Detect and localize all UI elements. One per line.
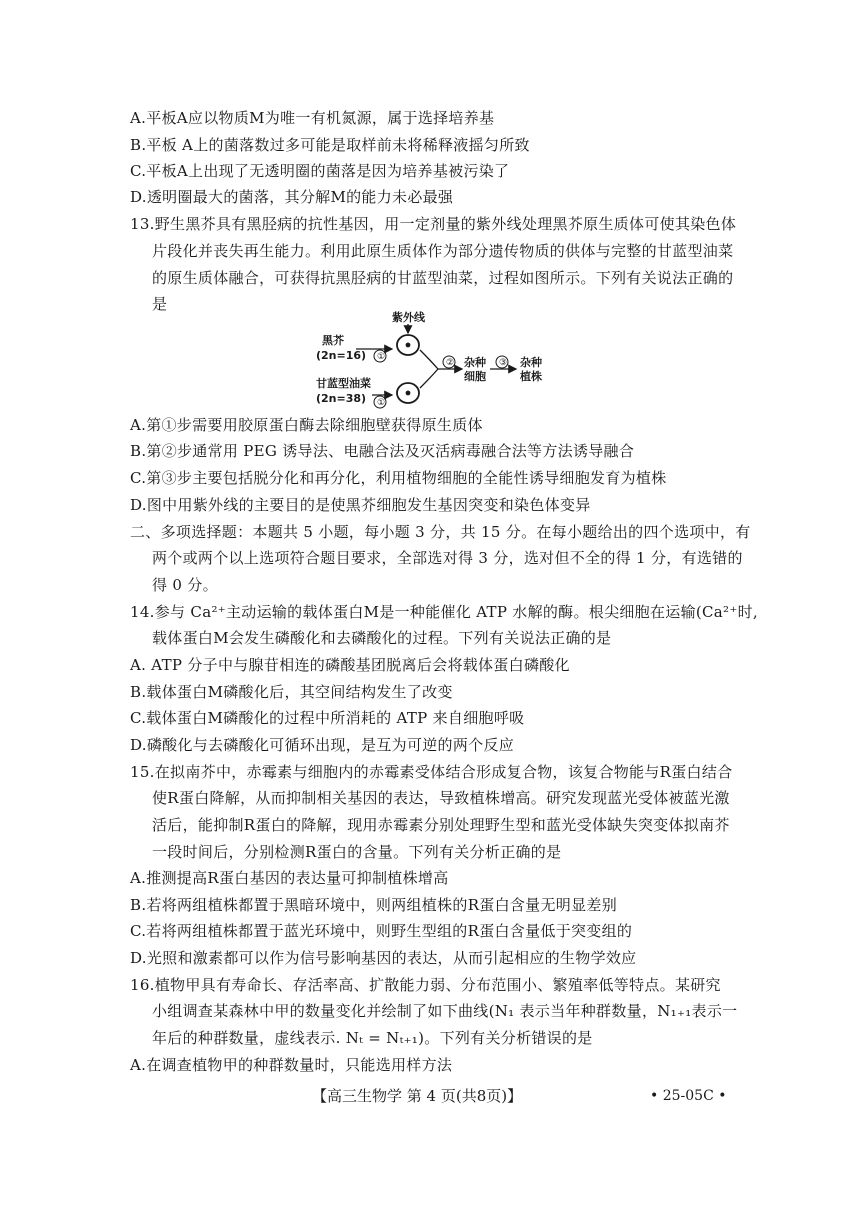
q13-option-a: A.第①步需要用胶原蛋白酶去除细胞壁获得原生质体	[130, 416, 483, 434]
q14-option-d: D.磷酸化与去磷酸化可循环出现，是互为可逆的两个反应	[130, 736, 515, 754]
q14-option-a: A. ATP 分子中与腺苷相连的磷酸基团脱离后会将载体蛋白磷酸化	[130, 656, 570, 674]
q15-option-c: C.若将两组植株都置于蓝光环境中，则野生型组的R蛋白含量低于突变组的	[130, 922, 633, 940]
q14-stem-line-1: 14.参与 Ca²⁺主动运输的载体蛋白M是一种能催化 ATP 水解的酶。根尖细胞在运输(Ca²⁺时,	[130, 603, 758, 621]
step2-label: ②	[446, 358, 455, 368]
q14-option-b: B.载体蛋白M磷酸化后，其空间结构发生了改变	[130, 683, 453, 701]
q13-option-c: C.第③步主要包括脱分化和再分化，利用植物细胞的全能性诱导细胞发育为植株	[130, 469, 667, 487]
hybrid-cell-label-2: 细胞	[464, 370, 486, 383]
q15-stem-line-3: 活后，能抑制R蛋白的降解，现用赤霉素分别处理野生型和蓝光受体缺失突变体拟南芥	[152, 816, 730, 834]
black-mustard-ploidy: (2n=16)	[316, 349, 367, 362]
section2-line-3: 得 0 分。	[152, 576, 218, 594]
q13-stem-line-1: 13.野生黑芥具有黑胫病的抗性基因，用一定剂量的紫外线处理黑芥原生质体可使其染色体	[130, 215, 737, 233]
q12-option-d: D.透明圈最大的菌落，其分解M的能力未必最强	[130, 188, 454, 206]
q12-option-b: B.平板 A上的菌落数过多可能是取样前未将稀释液摇匀所致	[130, 136, 530, 154]
hybrid-plant-label-2: 植株	[520, 370, 542, 383]
q16-option-a: A.在调查植物甲的种群数量时，只能选用样方法	[130, 1056, 453, 1074]
rapeseed-label: 甘蓝型油菜	[316, 377, 371, 390]
q16-stem-line-1: 16.植物甲具有寿命长、存活率高、扩散能力弱、分布范围小、繁殖率低等特点。某研究	[130, 976, 721, 994]
hybrid-cell-label-1: 杂种	[464, 356, 486, 369]
q15-stem-line-4: 一段时间后，分别检测R蛋白的含量。下列有关分析正确的是	[152, 843, 562, 861]
protoplast-fusion-diagram	[312, 308, 548, 412]
q13-stem-line-3: 的原生质体融合，可获得抗黑胫病的甘蓝型油菜，过程如图所示。下列有关说法正确的	[152, 269, 734, 287]
black-mustard-nucleus	[406, 343, 411, 348]
page-footer-center: 【高三生物学 第 4 页(共8页)】	[312, 1087, 523, 1105]
q13-option-b: B.第②步通常用 PEG 诱导法、电融合法及灭活病毒融合法等方法诱导融合	[130, 442, 635, 460]
fusion-line-bottom	[420, 369, 438, 388]
q15-stem-line-2: 使R蛋白降解，从而抑制相关基因的表达，导致植株增高。研究发现蓝光受体被蓝光激	[152, 789, 730, 807]
q15-stem-line-1: 15.在拟南芥中，赤霉素与细胞内的赤霉素受体结合形成复合物，该复合物能与R蛋白结合	[130, 763, 733, 781]
step3-label: ③	[499, 358, 508, 368]
step1-label-bottom: ①	[377, 398, 386, 408]
q13-option-d: D.图中用紫外线的主要目的是使黑芥细胞发生基因突变和染色体变异	[130, 496, 591, 514]
q15-option-a: A.推测提高R蛋白基因的表达量可抑制植株增高	[130, 869, 449, 887]
fusion-flow-svg	[312, 308, 548, 412]
q15-option-d: D.光照和激素都可以作为信号影响基因的表达，从而引起相应的生物学效应	[130, 949, 637, 967]
fusion-line-top	[420, 350, 438, 369]
q15-option-b: B.若将两组植株都置于黑暗环境中，则两组植株的R蛋白含量无明显差别	[130, 896, 617, 914]
q16-stem-line-2: 小组调查某森林中甲的数量变化并绘制了如下曲线(N₁ 表示当年种群数量，N₁₊₁表示一	[152, 1002, 738, 1020]
step1-label-top: ①	[377, 352, 386, 362]
q14-option-c: C.载体蛋白M磷酸化的过程中所消耗的 ATP 来自细胞呼吸	[130, 709, 525, 727]
q14-stem-line-2: 载体蛋白M会发生磷酸化和去磷酸化的过程。下列有关说法正确的是	[152, 629, 612, 647]
rapeseed-ploidy: (2n=38)	[316, 392, 367, 405]
q16-stem-line-3: 年后的种群数量，虚线表示. Nₜ = Nₜ₊₁)。下列有关分析错误的是	[152, 1029, 593, 1047]
page-footer-right: • 25-05C •	[650, 1088, 727, 1104]
q12-option-c: C.平板A上出现了无透明圈的菌落是因为培养基被污染了	[130, 162, 510, 180]
uv-label: 紫外线	[392, 311, 425, 324]
hybrid-plant-label-1: 杂种	[520, 356, 542, 369]
section2-line-2: 两个或两个以上选项符合题目要求，全部选对得 3 分，选对但不全的得 1 分，有选错的	[152, 549, 743, 567]
section2-line-1: 二、多项选择题：本题共 5 小题，每小题 3 分，共 15 分。在每小题给出的四个选项中，有	[130, 523, 751, 541]
q13-stem-line-4: 是	[152, 295, 168, 313]
rapeseed-nucleus	[406, 391, 411, 396]
black-mustard-label: 黑芥	[322, 334, 344, 347]
q12-option-a: A.平板A应以物质M为唯一有机氮源，属于选择培养基	[130, 109, 495, 127]
q13-stem-line-2: 片段化并丧失再生能力。利用此原生质体作为部分遗传物质的供体与完整的甘蓝型油菜	[152, 242, 734, 260]
